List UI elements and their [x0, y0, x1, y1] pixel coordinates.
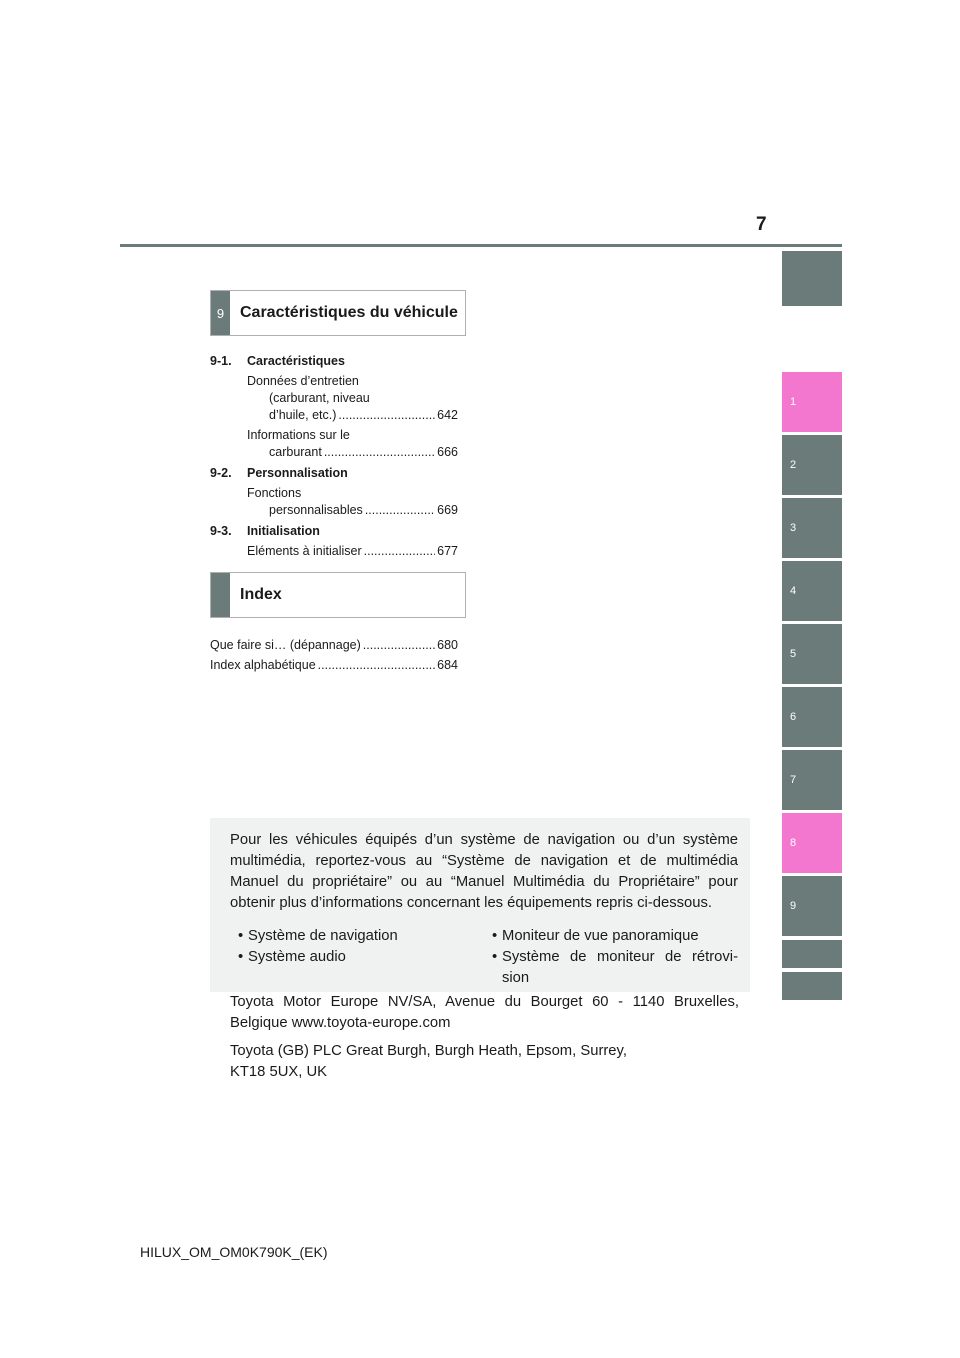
- side-tab-blank-2[interactable]: [782, 972, 842, 1000]
- bullet-item: • Système de navigation: [238, 928, 398, 944]
- section-9-title: Caractéristiques du véhicule: [240, 304, 458, 321]
- side-tab-blank-top[interactable]: [782, 251, 842, 306]
- info-bullets: [230, 926, 738, 989]
- footer-document-code: HILUX_OM_OM0K790K_(EK): [140, 1244, 328, 1260]
- toc-entry-donnees-entretien[interactable]: Données d’entretien (carburant, niveau d’huile, etc.) ..... 642: [210, 373, 458, 424]
- side-tab-9[interactable]: 9: [782, 876, 842, 936]
- bullet-item: • Moniteur de vue panoramique: [492, 928, 699, 944]
- toc-entry-elements-initialiser[interactable]: Eléments à initialiser ..... 677: [210, 543, 458, 560]
- index-title: Index: [240, 586, 282, 603]
- toc-entry-fonctions-personnalisables[interactable]: Fonctions personnalisables ..... 669: [210, 485, 458, 519]
- side-tab-4[interactable]: 4: [782, 561, 842, 621]
- side-tab-3[interactable]: 3: [782, 498, 842, 558]
- address-toyota-gb: Toyota (GB) PLC Great Burgh, Burgh Heath, Epsom, Surrey, KT18 5UX, UK: [230, 1043, 627, 1080]
- header-rule: [120, 244, 842, 247]
- index-header: [210, 572, 466, 618]
- bullet-item: • Système de moniteur de rétrovi- sion: [492, 949, 738, 986]
- chapter-9-1[interactable]: 9-1. Caractéristiques: [210, 354, 345, 368]
- toc-entry-informations-carburant[interactable]: Informations sur le carburant ..... 666: [210, 427, 458, 461]
- index-bar: [211, 573, 230, 617]
- side-tab-8[interactable]: 8: [782, 813, 842, 873]
- section-9-number: 9: [211, 291, 230, 335]
- info-paragraph: Pour les véhicules équipés d’un système de navigation ou d’un système multimédia, reportez-vous au “Système de navigation et de multimédia Manuel du propriétaire” ou au “Manuel Multimédia du Propriétaire” pour obtenir plus d’informations concernant les équipements repris ci-dessous.: [230, 832, 738, 911]
- section-9-toc: [210, 353, 458, 560]
- chapter-9-2[interactable]: 9-2. Personnalisation: [210, 466, 348, 480]
- address-toyota-europe: Toyota Motor Europe NV/SA, Avenue du Bourget 60 - 1140 Bruxelles, Belgique www.toyota-europe.com: [230, 994, 739, 1031]
- side-tab-5[interactable]: 5: [782, 624, 842, 684]
- side-tab-7[interactable]: 7: [782, 750, 842, 810]
- side-tab-blank-1[interactable]: [782, 940, 842, 968]
- chapter-9-3[interactable]: 9-3. Initialisation: [210, 524, 320, 538]
- navigation-info-box: [210, 818, 750, 992]
- page-number: 7: [756, 214, 767, 235]
- side-tab-1[interactable]: 1: [782, 372, 842, 432]
- index-entry-alphabetique[interactable]: Index alphabétique ..... 684: [210, 655, 458, 675]
- side-tab-6[interactable]: 6: [782, 687, 842, 747]
- index-entry-depannage[interactable]: Que faire si… (dépannage) ..... 680: [210, 635, 458, 655]
- bullet-item: • Système audio: [238, 949, 346, 965]
- index-list: [210, 635, 458, 675]
- section-9-header: [210, 290, 466, 336]
- side-tab-2[interactable]: 2: [782, 435, 842, 495]
